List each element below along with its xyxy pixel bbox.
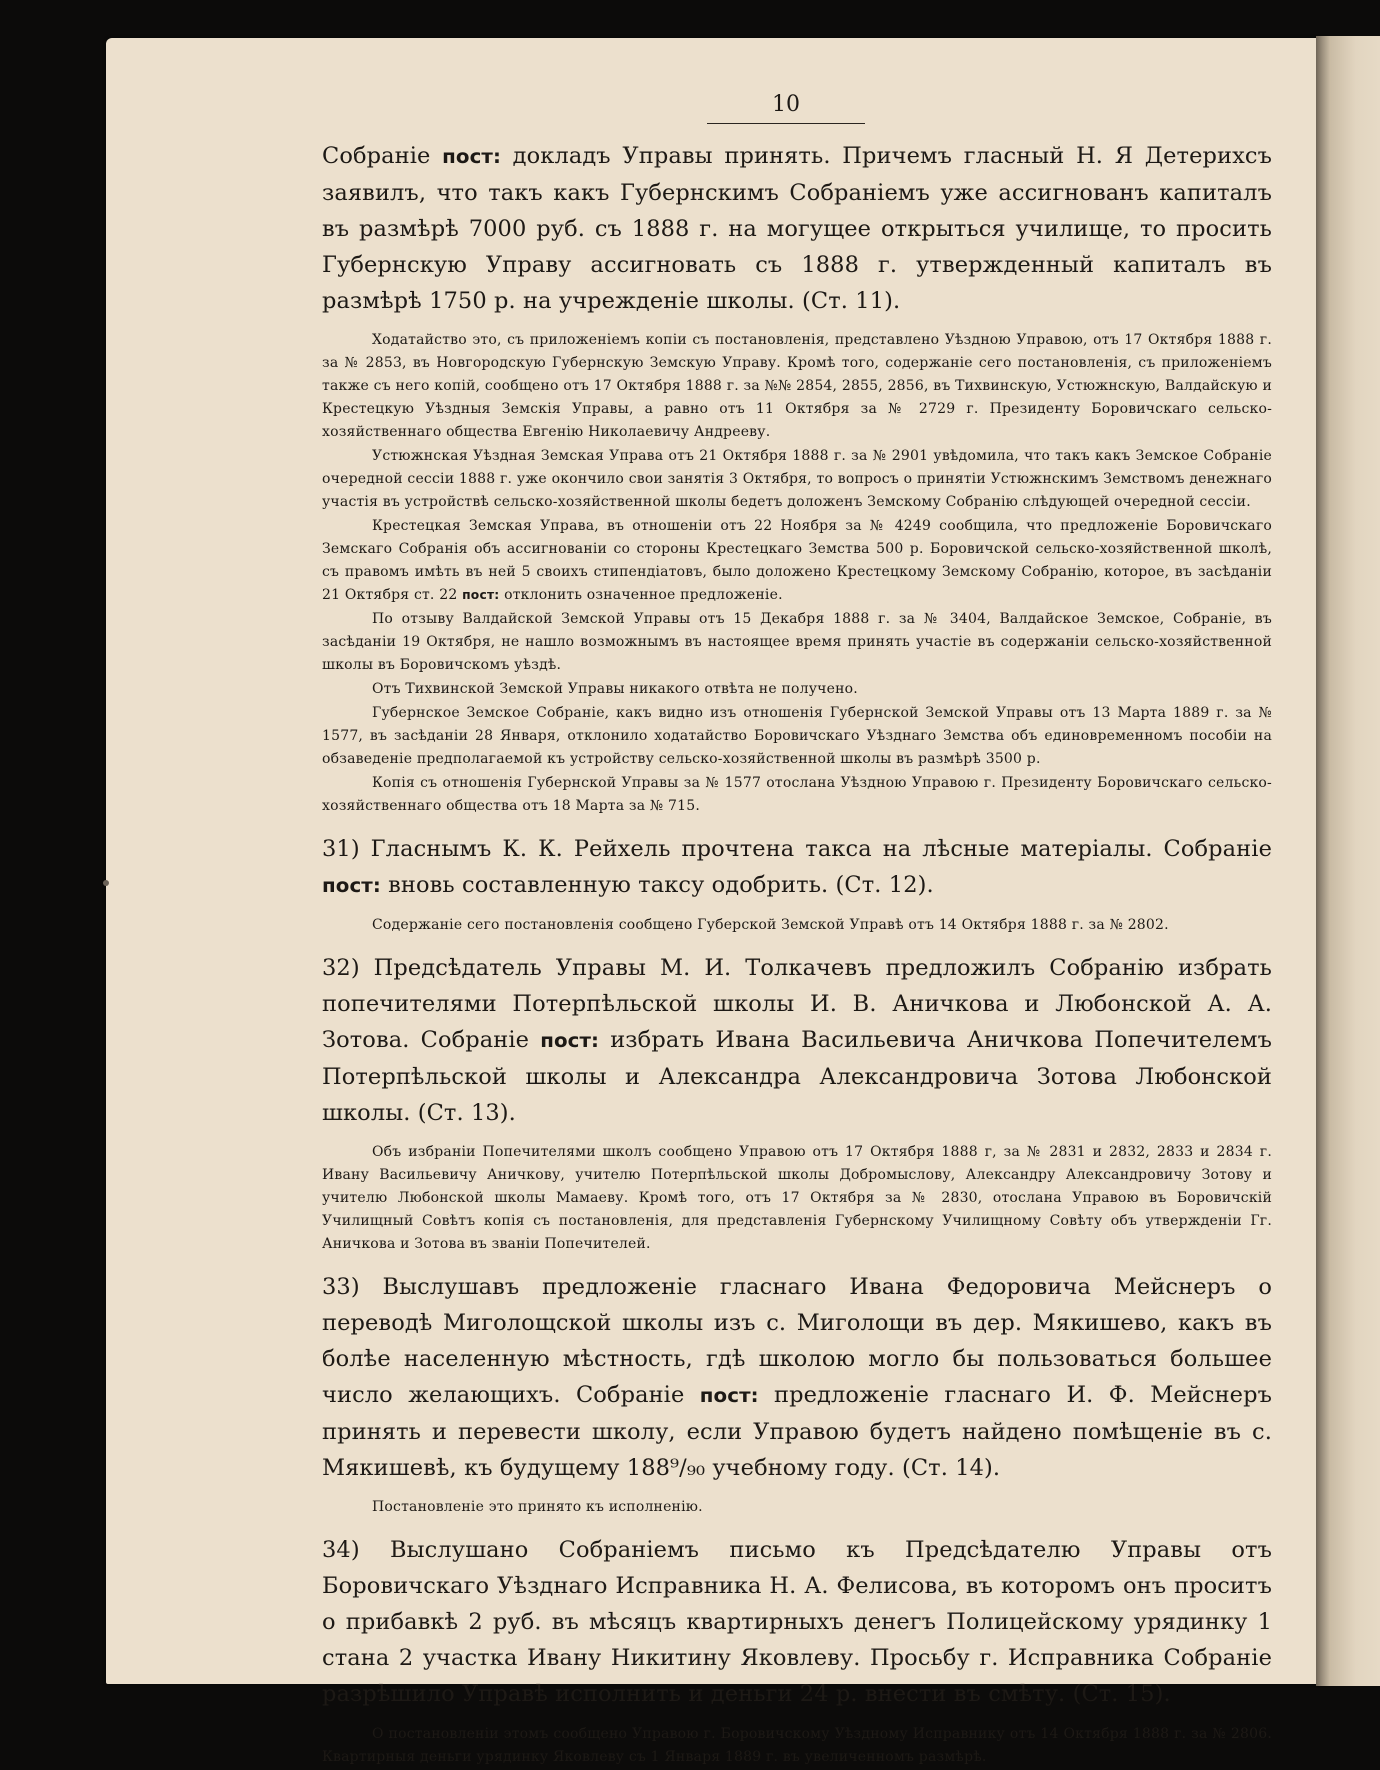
next-page-edge [1316, 36, 1380, 1686]
page-number: 10 [707, 92, 865, 124]
note-paragraph: Губернское Земское Собраніе, какъ видно изъ отношенія Губернской Земской Управы отъ 13 Марта 1889 г. за № 1577, въ засѣданіи 28 Января, отклонило ходатайство Боровичскаго Уѣзднаго Земства объ единовременномъ пособіи на обзаведеніе предполагаемой къ устройству сельско-хозяйственной школы въ размѣрѣ 3500 р. [322, 705, 1272, 767]
note-paragraph: Отъ Тихвинской Земской Управы никакого отвѣта не получено. [372, 681, 858, 697]
note-paragraph: По отзыву Валдайской Земской Управы отъ 15 Декабря 1888 г. за № 3404, Валдайское Земское, Собраніе, въ засѣданіи 19 Октября, не нашло возможнымъ въ настоящее время принять участіе въ содержаніи сельско-хозяйственной школы въ Боровичскомъ уѣздѣ. [322, 611, 1272, 673]
paragraph-31: 31) Гласнымъ К. К. Рейхель прочтена такса на лѣсные матеріалы. Собраніе пост: вновь составленную таксу одобрить. (Ст. 12). [322, 836, 1272, 898]
paragraph-33: 33) Выслушавъ предложеніе гласнаго Ивана Федоровича Мейснеръ о переводѣ Миголощской школы изъ с. Миголощи въ дер. Мякишево, какъ въ болѣе населенную мѣстность, гдѣ школою могло бы пользоваться большее число желающихъ. Собраніе пост: предложеніе гласнаго И. Ф. Мейснеръ принять и перевести школу, если Управою будетъ найдено помѣщеніе въ с. Мякишевѣ, къ будущему 188⁹/₉₀ учебному году. (Ст. 14). [322, 1274, 1273, 1481]
paragraph-30-continuation: Собраніе пост: докладъ Управы принять. Причемъ гласный Н. Я Детерихсъ заявилъ, что такъ какъ Губернскимъ Собраніемъ уже ассигнованъ капиталъ въ размѣрѣ 7000 руб. съ 1888 г. на могущее открыться училище, то просить Губернскую Управу ассигновать съ 1888 г. утвержденный капиталъ въ размѣрѣ 1750 р. на учрежденіе школы. (Ст. 11). [322, 143, 1272, 314]
note-paragraph: Копія съ отношенія Губернской Управы за № 1577 отослана Уѣздною Управою г. Президенту Боровичскаго сельско-хозяйственнаго общества отъ 18 Марта за № 715. [322, 775, 1272, 814]
note-paragraph: Устюжнская Уѣздная Земская Управа отъ 21 Октября 1888 г. за № 2901 увѣдомила, что такъ какъ Земское Собраніе очередной сессіи 1888 г. уже окончило свои занятія 3 Октября, то вопросъ о принятіи Устюжнскимъ Земствомъ денежнаго участія въ устройствѣ сельско-хозяйственной школы бедетъ доложенъ Земскому Собранію слѣдующей очередной сессіи. [322, 448, 1272, 510]
page-text [322, 92, 1272, 1770]
post-abbrev: пост: [699, 1384, 759, 1407]
note-paragraph: Объ избраніи Попечителями школъ сообщено Управою отъ 17 Октября 1888 г, за № 2831 и 2832, 2833 и 2834 г. Ивану Васильевичу Аничкову, учителю Потерпѣльской школы Добромыслову, Александру Александровичу Зотову и учителю Любонской школы Мамаеву. Кромѣ того, отъ 17 Октября за № 2830, отослана Управою въ Боровичскій Училищный Совѣтъ копія съ постановленія, для представленія Губернскому Училищному Совѣту объ утвержденіи Гг. Аничкова и Зотова въ званіи Попечителей. [322, 1144, 1272, 1252]
paper-speck [103, 880, 109, 886]
note-paragraph: Содержаніе сего постановленія сообщено Губерской Земской Управѣ отъ 14 Октября 1888 г. за № 2802. [372, 917, 1169, 933]
post-abbrev: пост: [442, 145, 501, 168]
note-paragraph: Постановленіе это принято къ исполненію. [372, 1499, 703, 1515]
note-paragraph: Крестецкая Земская Управа, въ отношеніи отъ 22 Ноября за № 4249 сообщила, что предложеніе Боровичскаго Земскаго Собранія объ ассигнованіи со стороны Крестецкаго Земства 500 р. Боровичской сельско-хозяйственной школѣ, съ правомъ имѣть въ ней 5 своихъ стипендіатовъ, было доложено Крестецкому Земскому Собранію, которое, въ засѣданіи 21 Октября ст. 22 пост: отклонить означенное предложеніе. [322, 518, 1272, 603]
paragraph-32: 32) Предсѣдатель Управы М. И. Толкачевъ предложилъ Собранію избрать попечителями Потерпѣльской школы И. В. Аничкова и Любонской А. А. Зотова. Собраніе пост: избрать Ивана Васильевича Аничкова Попечителемъ Потерпѣльской школы и Александра Александровича Зотова Любонской школы. (Ст. 13). [322, 955, 1272, 1126]
note-paragraph: О постановленіи этомъ сообщено Управою г. Боровичскому Уѣздному Исправнику отъ 14 Октября 1888 г. за № 2806. Квартирныя деньги урядинку Яковлеву съ 1 Января 1889 г. въ увеличенномъ размѣрѣ. [322, 1726, 1272, 1765]
post-abbrev: пост: [540, 1029, 600, 1052]
note-paragraph: Ходатайство это, съ приложеніемъ копіи съ постановленія, представлено Уѣздною Управою, отъ 17 Октября 1888 г. за № 2853, въ Новгородскую Губернскую Земскую Управу. Кромѣ того, содержаніе сего постановленія, съ приложеніемъ также съ него копій, сообщено отъ 17 Октября 1888 г. за №№ 2854, 2855, 2856, въ Тихвинскую, Устюжнскую, Валдайскую и Крестецкую Уѣздныя Земскія Управы, а равно отъ 11 Октября за № 2729 г. Президенту Боровичскаго сельско-хозяйственнаго общества Евгенію Николаевичу Андрееву. [322, 332, 1273, 440]
paragraph-34: 34) Выслушано Собраніемъ письмо къ Предсѣдателю Управы отъ Боровичскаго Уѣзднаго Исправника Н. А. Фелисова, въ которомъ онъ проситъ о прибавкѣ 2 руб. въ мѣсяцъ квартирныхъ денегъ Полицейскому урядинку 1 стана 2 участка Ивану Никитину Яковлеву. Просьбу г. Исправника Собраніе разрѣшило Управѣ исполнить и деньги 24 р. внести въ смѣту. (Ст. 15). [322, 1537, 1272, 1707]
post-abbrev: пост: [322, 874, 381, 897]
post-abbrev: пост: [462, 588, 500, 602]
